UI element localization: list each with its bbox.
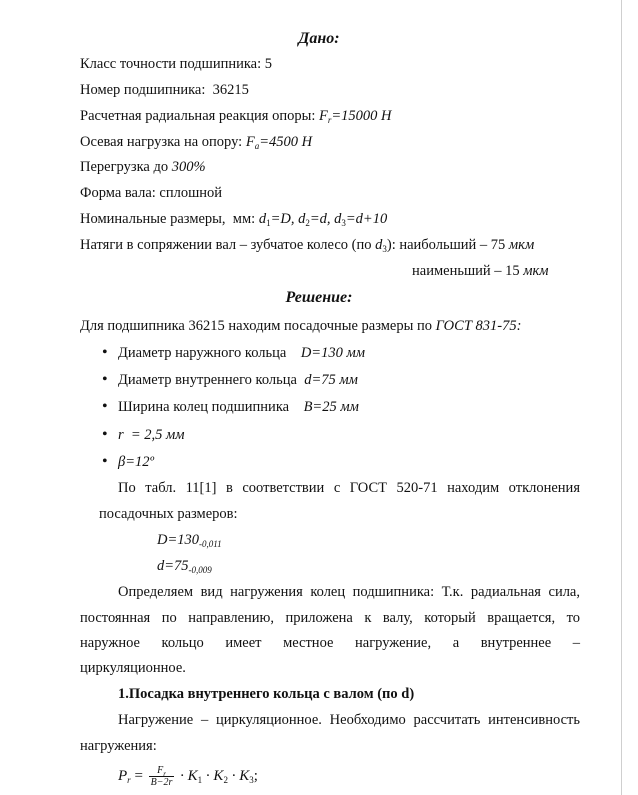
interference-max-line: Натяги в сопряжении вал – зубчатое колесо (по $d_3$): наибольший – 75 мкм (80, 237, 535, 254)
deviation-inner: $d=75_{-0,009}$ (157, 558, 212, 575)
solution-intro-line: Для подшипника 36215 находим посадочные размеры по ГОСТ 831-75: (80, 318, 522, 334)
section1-line2: нагружения: (80, 738, 157, 754)
axial-load-line: Осевая нагрузка на опору: $F_a=4500$ Н (80, 134, 313, 151)
load-paragraph-line1: Определяем вид нагружения колец подшипника: Т.к. радиальная сила, (118, 584, 580, 600)
load-paragraph-line4: циркуляционное. (80, 660, 186, 676)
page-right-border (621, 0, 622, 795)
bullet-dot: • (102, 426, 108, 443)
load-paragraph-line3: наружное кольцо имеет местное нагружение, а внутреннее – (80, 635, 580, 651)
list-item: Диаметр наружного кольца D=130 мм (118, 345, 365, 361)
bullet-dot: • (102, 371, 108, 388)
solution-heading: Решение: (285, 289, 353, 306)
overload-line: Перегрузка до 300% (80, 159, 206, 175)
bullet-dot: • (102, 344, 108, 361)
nominal-sizes-line: Номинальные размеры, мм: $d_1=D$, $d_2=d$, $d_3=d+10$ (80, 211, 388, 228)
formula-fraction: $\frac{F_r}{B-2r}$ (150, 765, 173, 789)
bullet-dot: • (102, 398, 108, 415)
bullet-dot: • (102, 453, 108, 470)
interference-min-line: наименьший – 15 мкм (412, 263, 549, 279)
accuracy-class-line: Класс точности подшипника: 5 (80, 56, 273, 72)
bearing-number-line: Номер подшипника: 36215 (80, 82, 249, 98)
list-item: Ширина колец подшипника B=25 мм (118, 399, 359, 415)
list-item: β=12º (118, 454, 155, 470)
intensity-formula: $P_r$ = $\frac{F_r}{B-2r}$ · $K_1 \cdot K_2 \cdot K_3$; (118, 765, 258, 789)
section1-title: 1.Посадка внутреннего кольца с валом (по d) (118, 686, 415, 702)
shaft-form-line: Форма вала: сплошной (80, 185, 223, 201)
given-heading: Дано: (298, 30, 340, 47)
list-item: r = 2,5 мм (118, 427, 185, 443)
load-paragraph-line2: постоянная по направлению, приложена к валу, который вращается, то (80, 610, 580, 626)
radial-reaction-line: Расчетная радиальная реакция опоры: $F_r=15000$ Н (80, 108, 392, 125)
deviation-outer: $D=130_{-0,011}$ (157, 532, 222, 549)
list-item: Диаметр внутреннего кольца d=75 мм (118, 372, 358, 388)
table-deviation-line1: По табл. 11[1] в соответствии с ГОСТ 520-71 находим отклонения (118, 480, 580, 496)
section1-line1: Нагружение – циркуляционное. Необходимо рассчитать интенсивность (118, 712, 580, 728)
table-deviation-line2: посадочных размеров: (99, 506, 238, 522)
